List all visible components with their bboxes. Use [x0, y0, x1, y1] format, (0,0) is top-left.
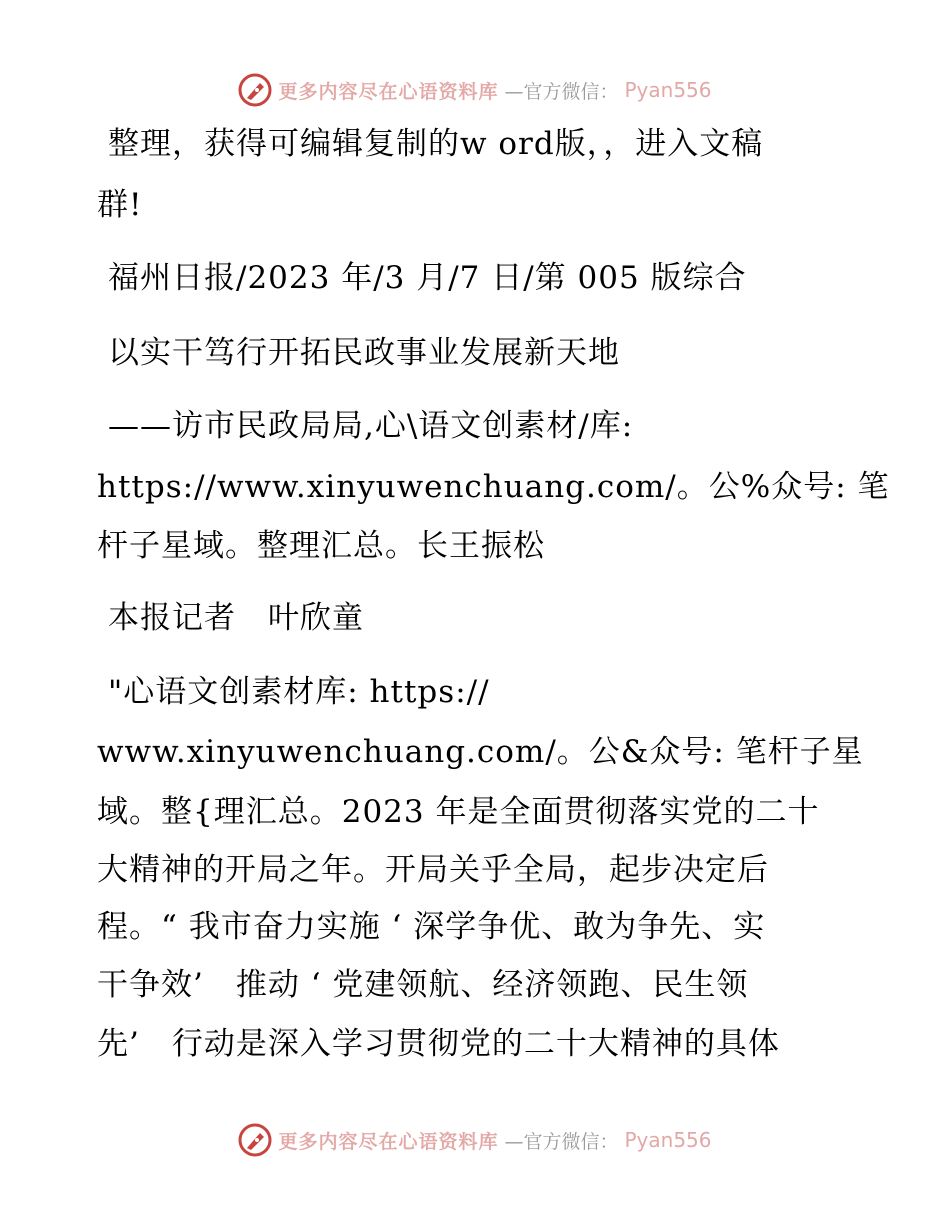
- dateline: 福州日报/2023 年/3 月/7 日/第 005 版综合: [108, 260, 747, 296]
- article-subtitle: ——访市民政局局,心\语文创素材/库:: [108, 408, 634, 444]
- banner-sub-text: —官方微信：: [504, 80, 619, 103]
- body-line: https://www.xinyuwenchuang.com/。公%众号: 笔: [97, 469, 890, 505]
- body-line: 程。“ 我市奋力实施 ‘ 深学争优、敢为争先、实: [97, 909, 766, 945]
- banner-main-text: 更多内容尽在心语资料库: [278, 80, 499, 103]
- byline: 本报记者 叶欣童: [108, 600, 364, 636]
- banner-wechat-id: Pyan556: [624, 78, 712, 102]
- body-line: 整理，获得可编辑复制的w ord版，，进入文稿: [108, 126, 764, 162]
- body-line: 域。整{理汇总。2023 年是全面贯彻落实党的二十: [97, 794, 820, 830]
- header-watermark-banner: [0, 72, 950, 108]
- body-line: www.xinyuwenchuang.com/。公&众号: 笔杆子星: [97, 734, 864, 770]
- pen-nib-logo-icon: [238, 1123, 272, 1157]
- banner-wechat-id: Pyan556: [624, 1128, 712, 1152]
- body-line: 先’ 行动是深入学习贯彻党的二十大精神的具体: [97, 1026, 780, 1062]
- body-line: 杆子星域。整理汇总。长王振松: [97, 528, 545, 564]
- body-line: 大精神的开局之年。开局关乎全局，起步决定后: [97, 852, 769, 888]
- body-line: "心语文创素材库: https://: [108, 674, 490, 710]
- footer-watermark-banner: [0, 1122, 950, 1158]
- banner-sub-text: —官方微信：: [504, 1130, 619, 1153]
- pen-nib-logo-icon: [238, 73, 272, 107]
- body-line: 干争效’ 推动 ‘ 党建领航、经济领跑、民生领: [97, 967, 749, 1003]
- article-title: 以实干笃行开拓民政事业发展新天地: [108, 335, 620, 371]
- banner-main-text: 更多内容尽在心语资料库: [278, 1130, 499, 1153]
- body-line: 群!: [97, 187, 143, 223]
